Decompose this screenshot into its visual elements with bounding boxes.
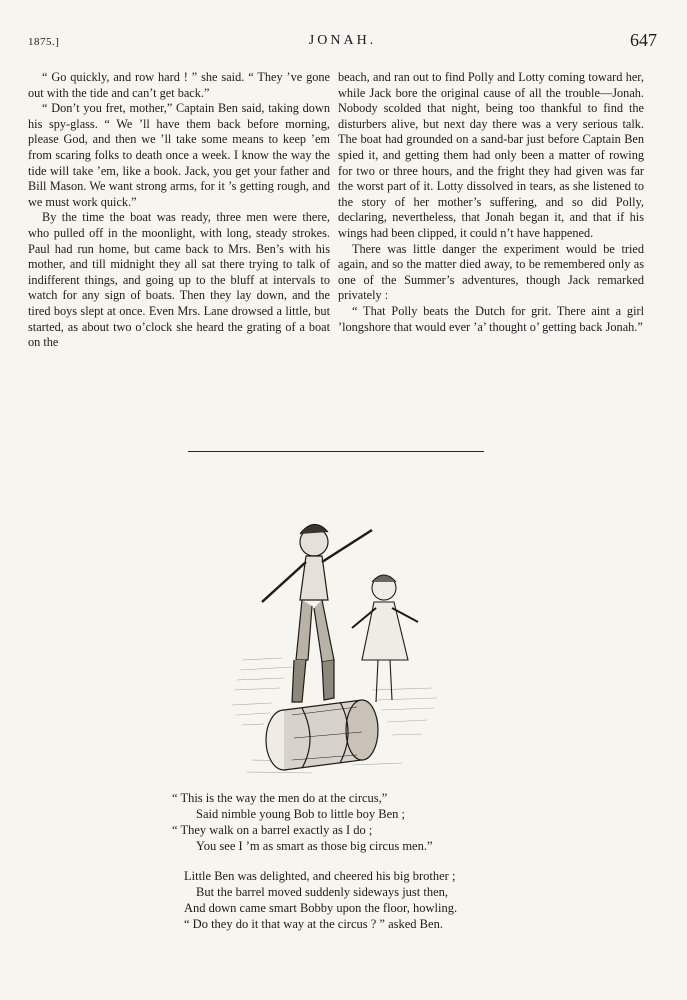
page-number: 647 — [630, 30, 657, 50]
poem-line: “ Do they do it that way at the circus ? ” asked Ben. — [184, 917, 443, 931]
paragraph: “ That Polly beats the Dutch for grit. There aint a girl ’longshore that would ever ’a’ thought o’ getting back Jonah.” — [338, 303, 644, 334]
page-header — [28, 30, 657, 54]
poem-line: And down came smart Bobby upon the floor, howling. — [184, 901, 458, 915]
poem-line: Little Ben was delighted, and cheered his big brother ; — [184, 869, 456, 883]
poem-line: You see I ’m as smart as those big circus men.” — [196, 839, 433, 853]
poem-line: Said nimble young Bob to little boy Ben ; — [196, 807, 406, 821]
engraving-boy-on-barrel-illustration — [222, 510, 450, 785]
paragraph: beach, and ran out to find Polly and Lotty coming toward her, while Jack bore the original cause of all the trouble—Jonah. Nobody scolded that night, being too thankful to find the disturbers alive, but next day there was a very serious talk. The boat had grounded on a sand-bar just before Captain Ben spied it, and getting them had only been a matter of rowing for two or three hours, and the fright they had given was far the worst part of it. Lotty dissolved in tears, as she listened to the story of her mother’s suffering, and so did Polly, declaring, nevertheless, that Jonah began it, and that if his wings had been clipped, it could n’t have happened. — [338, 70, 644, 240]
paragraph: There was little danger the experiment would be tried again, and so the matter died away, to be remembered only as one of the Summer’s adventures, though Jack remarked privately : — [338, 241, 644, 303]
poem-line: “ They walk on a barrel exactly as I do ; — [172, 823, 373, 837]
paragraph: “ Don’t you fret, mother,” Captain Ben said, taking down his spy-glass. “ We ’ll have them back before morning, please God, and then we ’ll take some means to keep ’em from scaring folks to death once a week. I know the way the tide will take ’em, like a book. Jack, you get your father and Bill Mason. We want strong arms, for it ’s getting rough, and we must work quick.” — [28, 101, 330, 209]
poem — [150, 790, 570, 932]
paragraph: “ Go quickly, and row hard ! ” she said. “ They ’ve gone out with the tide and can’t get back.” — [28, 70, 330, 100]
poem-line: But the barrel moved suddenly sideways just then, — [196, 885, 449, 899]
section-divider — [188, 451, 484, 452]
poem-line: “ This is the way the men do at the circus,” — [172, 791, 388, 805]
header-year: 1875.] — [28, 36, 60, 48]
left-column — [28, 70, 330, 351]
running-title: JONAH. — [308, 33, 377, 48]
paragraph: By the time the boat was ready, three men were there, who pulled off in the moonlight, with long, steady strokes. Paul had run home, but came back to Mrs. Ben’s with his mother, and till midnight they all sat there trying to talk of indifferent things, and going up to the bluff at intervals to watch for any sign of boats. Then they lay down, and the tired boys slept at once. Even Mrs. Lane drowsed a little, but started, as about two o’clock she heard the grating of a boat on the — [28, 210, 330, 350]
right-column — [338, 70, 644, 335]
